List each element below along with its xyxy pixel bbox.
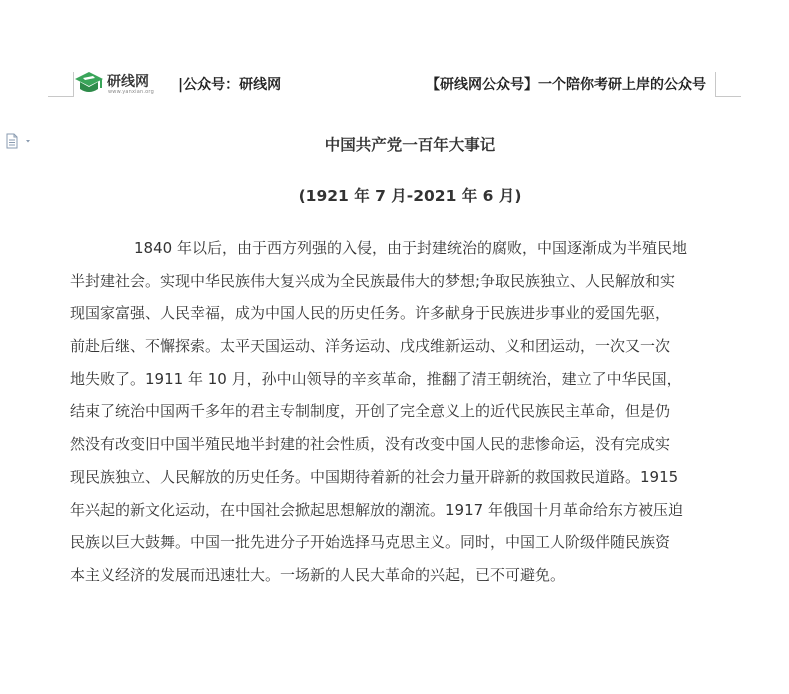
page-header [74, 66, 716, 96]
paragraph-line: 本主义经济的发展而迅速壮大。一场新的人民大革命的兴起，已不可避免。 [70, 565, 566, 584]
paragraph-line: 结束了统治中国两千多年的君主专制制度，开创了完全意义上的近代民族民主革命，但是仍 [70, 402, 671, 421]
paragraph-line: 现国家富强、人民幸福，成为中国人民的历史任务。许多献身于民族进步事业的爱国先驱， [70, 304, 671, 323]
document-title: 中国共产党一百年大事记 [324, 136, 496, 154]
logo-name: 研线网 [107, 74, 149, 90]
graduation-cap-icon [74, 70, 104, 96]
paragraph-line: 年兴起的新文化运动，在中国社会掀起思想解放的潮流。1917 年俄国十月革命给东方被压迫 [70, 500, 683, 519]
paragraph-line: 民族以巨大鼓舞。中国一批先进分子开始选择马克思主义。同时，中国工人阶级伴随民族资 [70, 533, 671, 552]
paragraph-line: 现民族独立、人民解放的历史任务。中国期待着新的社会力量开辟新的救国救民道路。1915 [70, 467, 679, 486]
crop-mark-top-left-horizontal [48, 96, 74, 97]
paragraph-line: 1840 年以后，由于西方列强的入侵，由于封建统治的腐败，中国逐渐成为半殖民地 [134, 239, 687, 257]
header-right-text: 【研线网公众号】一个陪你考研上岸的公众号 [426, 77, 706, 93]
site-logo [74, 70, 174, 96]
paragraph-line: 地失败了。1911 年 10 月，孙中山领导的辛亥革命，推翻了清王朝统治，建立了中华民国， [70, 369, 682, 388]
paragraph-line: 然没有改变旧中国半殖民地半封建的社会性质，没有改变中国人民的悲惨命运，没有完成实 [70, 435, 671, 454]
logo-url: www.yanxian.org [108, 89, 154, 95]
document-subtitle: (1921 年 7 月-2021 年 6 月) [298, 187, 522, 205]
paragraph-line: 半封建社会。实现中华民族伟大复兴成为全民族最伟大的梦想;争取民族独立、人民解放和实 [70, 271, 676, 290]
body-paragraph [70, 237, 730, 597]
crop-mark-top-right-horizontal [715, 96, 741, 97]
paragraph-line: 前赴后继、不懈探索。太平天国运动、洋务运动、戊戌维新运动、义和团运动，一次又一次 [70, 337, 671, 356]
header-left-text: |公众号：研线网 [178, 77, 282, 93]
